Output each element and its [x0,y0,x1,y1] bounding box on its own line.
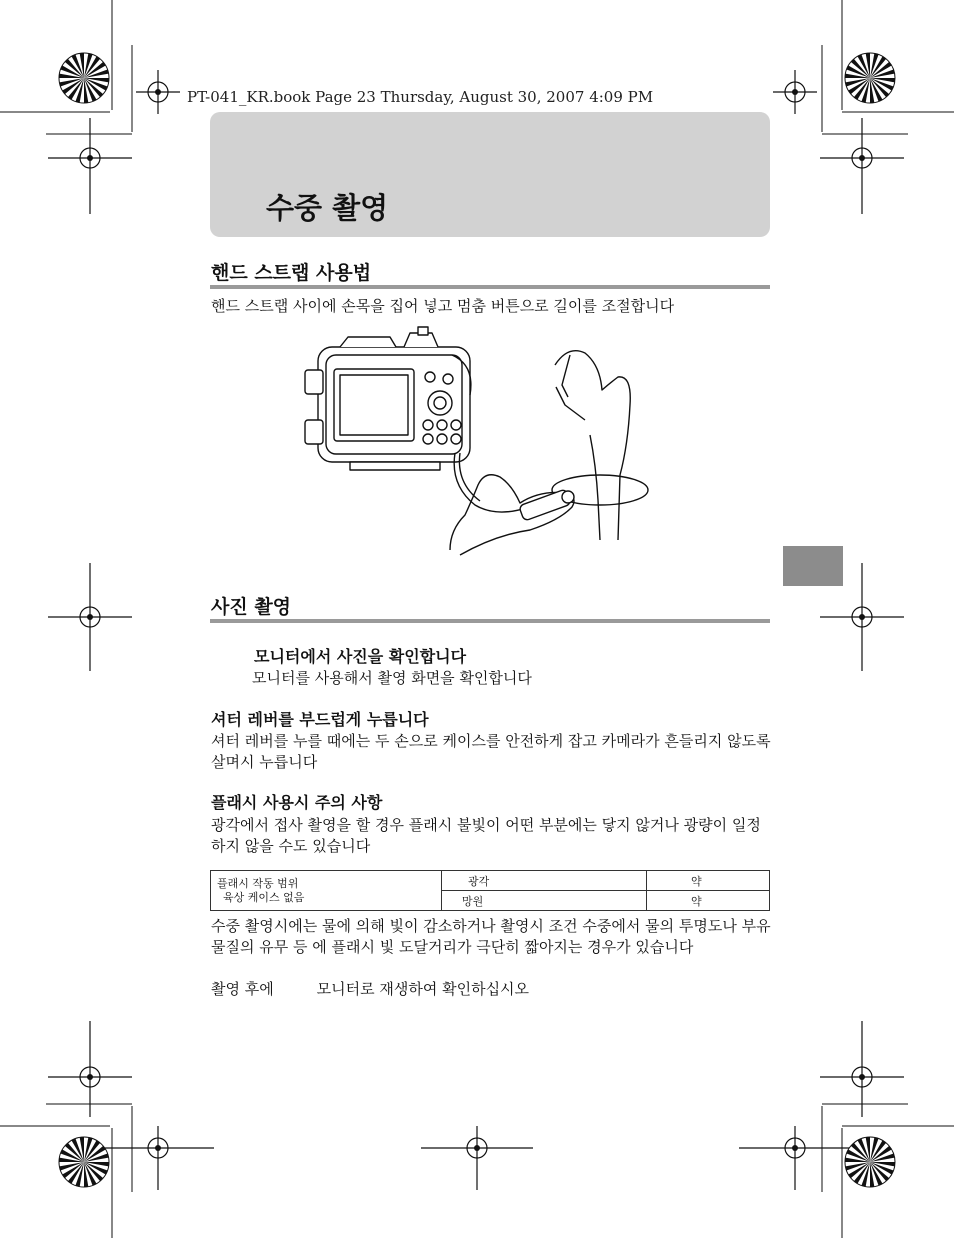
flash-range-label: 플래시 작동 범위 [217,876,299,890]
step2-title: 셔터 레버를 부드럽게 누릅니다 [211,710,429,729]
wide-cell: 광각 [442,871,647,891]
no-housing-label: 육상 케이스 없음 [223,890,305,904]
hand-strap-text: 핸드 스트랩 사이에 손목을 집어 넣고 멈춤 버튼으로 길이를 조절합니다 [211,297,675,315]
table-row [211,871,770,891]
flash-title: 플래시 사용시 주의 사항 [211,793,383,812]
section-rule [210,285,770,289]
flash-range-table [210,870,770,911]
camera-housing-with-hand-strap-icon [300,325,660,570]
tele-cell: 망원 [442,891,647,911]
step1-title: 모니터에서 사진을 확인합니다 [254,647,467,666]
table-row-label [211,871,442,911]
flash-text: 광각에서 접사 촬영을 할 경우 플래시 불빛이 어떤 부분에는 닿지 않거나 광량이 일정하지 않을 수도 있습니다 [211,816,761,855]
step2-text: 셔터 레버를 누를 때에는 두 손으로 케이스를 안전하게 잡고 카메라가 흔들리지 않도록 살며시 누릅니다 [211,732,771,771]
chapter-title: 수중 촬영 [266,191,389,225]
print-header: PT-041_KR.book Page 23 Thursday, August 30, 2007 4:09 PM [187,88,654,106]
section-rule [210,619,770,623]
chapter-side-tab [783,546,843,586]
hand-strap-title: 핸드 스트랩 사용법 [211,262,372,284]
photo-section-title: 사진 촬영 [211,596,292,618]
tele-value-cell: 약 [647,891,770,911]
wide-value-cell: 약 [647,871,770,891]
step1-text: 모니터를 사용해서 촬영 화면을 확인합니다 [252,669,532,687]
underwater-note: 수중 촬영시에는 물에 의해 빛이 감소하거나 촬영시 조건 수중에서 물의 투명도나 부유물질의 유무 등 에 플래시 빛 도달거리가 극단히 짧아지는 경우가 있습니다 [211,917,771,956]
review-note: 촬영 후에 모니터로 재생하여 확인하십시오 [211,980,530,998]
